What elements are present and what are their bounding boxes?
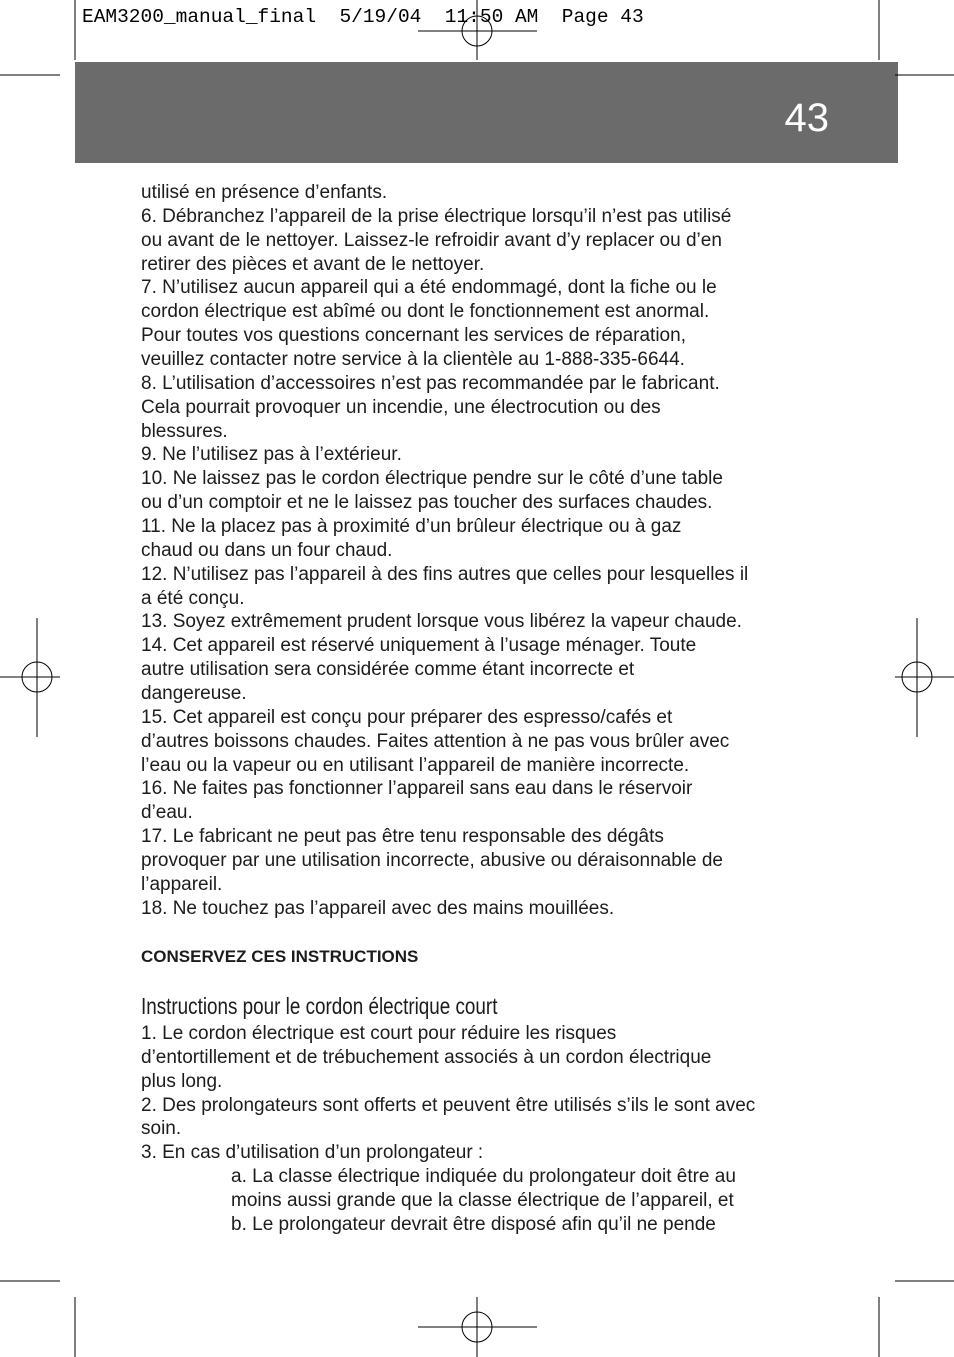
text-line: Cela pourrait provoquer un incendie, une électrocution ou des bbox=[141, 396, 661, 418]
page-header-bar bbox=[75, 62, 898, 163]
safety-instructions-list bbox=[141, 181, 748, 921]
text-line: 17. Le fabricant ne peut pas être tenu responsable des dégâts bbox=[141, 826, 664, 848]
text-line: 10. Ne laissez pas le cordon électrique pendre sur le côté d’une table bbox=[141, 468, 723, 490]
text-line: b. Le prolongateur devrait être disposé afin qu’il ne pende bbox=[231, 1213, 716, 1235]
text-line: d’eau. bbox=[141, 802, 193, 824]
text-line: d’entortillement et de trébuchement associés à un cordon électrique bbox=[141, 1046, 712, 1068]
text-line: 16. Ne faites pas fonctionner l’appareil sans eau dans le réservoir bbox=[141, 778, 693, 800]
text-line: 8. L’utilisation d’accessoires n’est pas recommandée par le fabricant. bbox=[141, 372, 720, 394]
text-line: 12. N’utilisez pas l’appareil à des fins autres que celles pour lesquelles il bbox=[141, 563, 749, 585]
text-line: 15. Cet appareil est conçu pour préparer des espresso/cafés et bbox=[141, 706, 673, 728]
text-line: retirer des pièces et avant de le nettoyer. bbox=[141, 253, 485, 275]
text-line: l’appareil. bbox=[141, 873, 223, 895]
text-line: autre utilisation sera considérée comme étant incorrecte et bbox=[141, 659, 635, 681]
text-line: l’eau ou la vapeur ou en utilisant l’appareil de manière incorrecte. bbox=[141, 754, 690, 776]
registration-mark-bottom bbox=[418, 1297, 537, 1357]
text-line: Pour toutes vos questions concernant les services de réparation, bbox=[141, 325, 686, 347]
text-line: 1. Le cordon électrique est court pour réduire les risques bbox=[141, 1023, 617, 1044]
text-line: 18. Ne touchez pas l’appareil avec des mains mouillées. bbox=[141, 897, 615, 919]
text-line: 13. Soyez extrêmement prudent lorsque vous libérez la vapeur chaude. bbox=[141, 611, 742, 633]
cord-instructions-list bbox=[141, 1022, 755, 1237]
extension-cord-sublist bbox=[141, 1165, 755, 1237]
text-line: 9. Ne l’utilisez pas à l’extérieur. bbox=[141, 444, 402, 466]
text-line: veuillez contacter notre service à la clientèle au 1-888-335-6644. bbox=[141, 349, 685, 371]
text-line: d’autres boissons chaudes. Faites attention à ne pas vous brûler avec bbox=[141, 730, 730, 752]
text-line: 14. Cet appareil est réservé uniquement à l’usage ménager. Toute bbox=[141, 635, 697, 657]
text-line: plus long. bbox=[141, 1070, 223, 1092]
text-line: 7. N’utilisez aucun appareil qui a été endommagé, dont la fiche ou le bbox=[141, 277, 717, 299]
text-line: 2. Des prolongateurs sont offerts et peuvent être utilisés s’ils le sont avec bbox=[141, 1094, 756, 1116]
text-line: chaud ou dans un four chaud. bbox=[141, 539, 393, 561]
text-line: a été conçu. bbox=[141, 587, 245, 609]
section-heading: Instructions pour le cordon électrique court bbox=[141, 993, 498, 1019]
print-slug-line: EAM3200_manual_final 5/19/04 11:50 AM Page 43 bbox=[82, 6, 644, 28]
page-number: 43 bbox=[784, 96, 829, 140]
text-line: 11. Ne la placez pas à proximité d’un brûleur électrique ou à gaz bbox=[141, 516, 682, 538]
text-line: cordon électrique est abîmé ou dont le fonctionnement est anormal. bbox=[141, 301, 710, 323]
text-line: 6. Débranchez l’appareil de la prise électrique lorsqu’il n’est pas utilisé bbox=[141, 205, 732, 227]
save-instructions-notice: CONSERVEZ CES INSTRUCTIONS bbox=[141, 947, 419, 966]
text-line: moins aussi grande que la classe électrique de l’appareil, et bbox=[231, 1190, 734, 1212]
text-line: a. La classe électrique indiquée du prolongateur doit être au bbox=[231, 1166, 736, 1188]
text-line: blessures. bbox=[141, 420, 228, 442]
registration-mark-right bbox=[895, 618, 954, 737]
text-line: 3. En cas d’utilisation d’un prolongateur : bbox=[141, 1142, 484, 1164]
text-line: ou avant de le nettoyer. Laissez-le refroidir avant d’y replacer ou d’en bbox=[141, 229, 722, 251]
text-line: dangereuse. bbox=[141, 683, 247, 705]
text-line: ou d’un comptoir et ne le laissez pas toucher des surfaces chaudes. bbox=[141, 492, 713, 514]
text-line: provoquer par une utilisation incorrecte, abusive ou déraisonnable de bbox=[141, 850, 723, 872]
registration-mark-left bbox=[0, 618, 60, 737]
text-line: soin. bbox=[141, 1118, 182, 1140]
text-line: utilisé en présence d’enfants. bbox=[141, 182, 388, 203]
